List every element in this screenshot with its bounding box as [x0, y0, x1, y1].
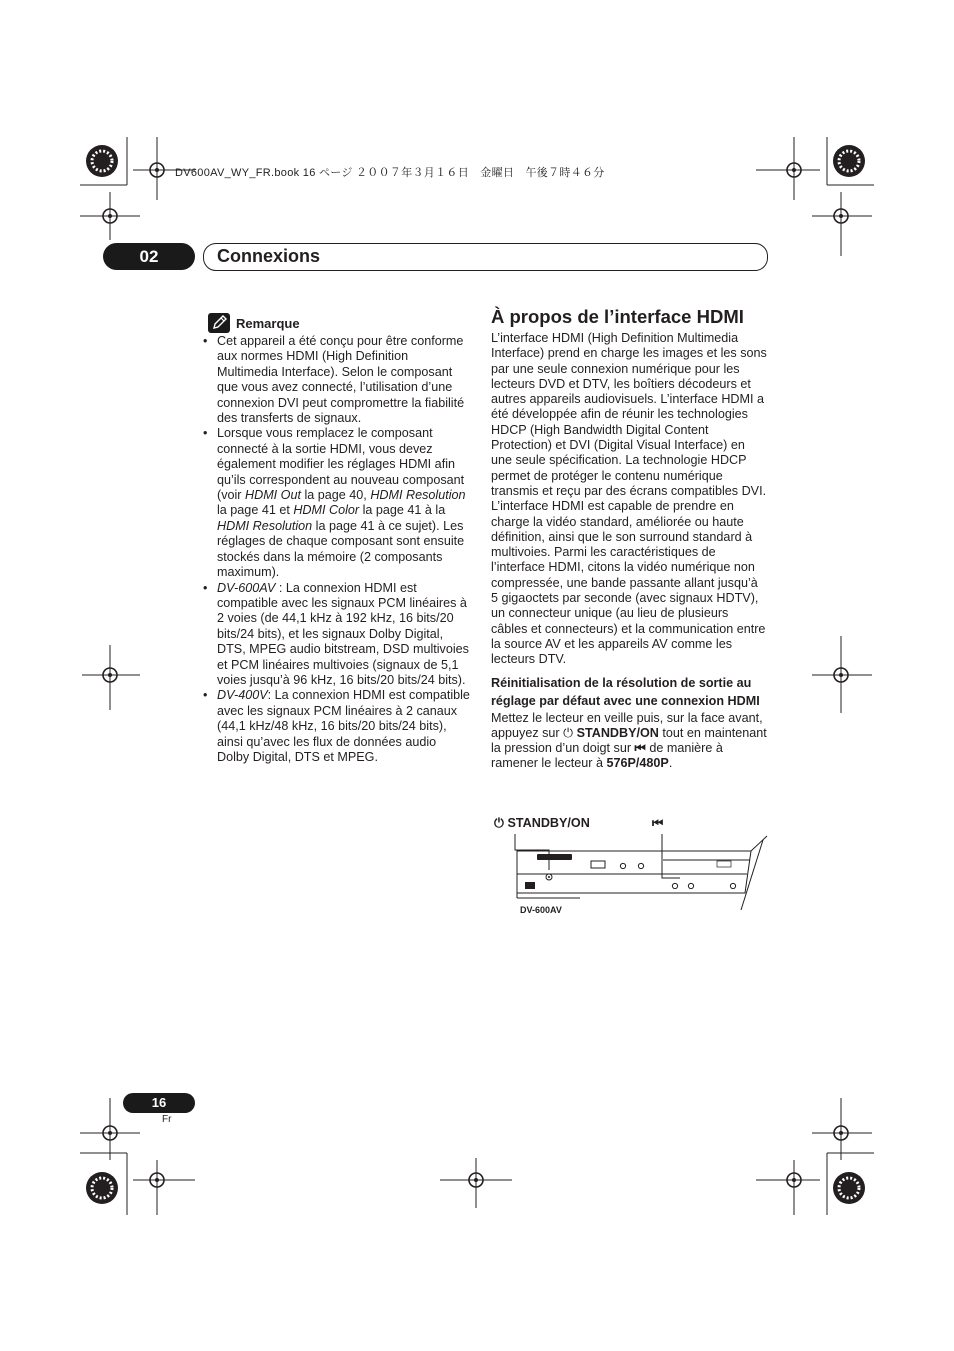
note-bullet-2-text: Lorsque vous remplacez le composant connecté à la sortie HDMI, vous devez également modifier les réglages HDMI afin qu’ils correspondent au nouveau composant (voir	[217, 426, 465, 503]
hdmi-section	[491, 304, 767, 772]
pencil-note-icon	[208, 313, 230, 333]
skip-previous-icon: ⏮	[652, 816, 664, 830]
figure-standby-text: STANDBY/ON	[507, 816, 590, 830]
chapter-title: Connexions	[217, 246, 321, 266]
skip-previous-icon: ⏮	[634, 741, 646, 756]
note-bullet-1-text: Cet appareil a été conçu pour être conforme aux normes HDMI (High Definition Multimedia Interface). Selon le composant que vous avez connecté, l’utilisation d’une connexion DVI peut compromettre la fiabilité des transferts de signaux.	[217, 334, 465, 426]
power-icon: ⏻	[563, 725, 574, 740]
ref-hdmi-resolution: HDMI Resolution	[217, 518, 313, 533]
note-bullet-2	[203, 426, 471, 580]
note-heading: Remarque	[236, 316, 300, 331]
ref-hdmi-out: HDMI Out	[245, 488, 301, 503]
page-language: Fr	[162, 1114, 172, 1125]
ref-hdmi-resolution: HDMI Resolution	[370, 488, 466, 503]
chapter-number-badge: 02	[103, 243, 195, 270]
ref-hdmi-color: HDMI Color	[293, 503, 360, 518]
note-bullet-4	[203, 688, 471, 765]
section-heading: À propos de l’interface HDMI	[491, 306, 744, 327]
figure-standby-label	[494, 816, 590, 831]
power-icon: ⏻	[494, 816, 504, 830]
note-bullet-3-text: : La connexion HDMI est compatible avec les signaux PCM linéaires à 2 voies (de 44,1 kHz à 192 kHz, 16 bits/20 bits/24 bits), et les signaux Dolby Digital, DTS, MPEG audio bitstream, DSD multivoies et PCM linéaires multivoies (signaux de 5,1 voies jusqu’à 96 kHz, 16 bits/20 bits/24 bits).	[217, 580, 469, 687]
file-info-header: DV600AV_WY_FR.book 16 ページ ２００７年３月１６日 金曜日 午後７時４６分	[175, 167, 605, 179]
hdmi-paragraph-2: L’interface HDMI est capable de prendre en charge la vidéo standard, améliorée ou haute définition, ainsi que le son surround standard à multivoies. Parmi les caractéristiques de l’interface HDMI, citons la vidéo numérique non compressée, une bande passante allant jusqu’à 5 gigaoctets par seconde (avec signaux HDTV), un connecteur unique (au lieu de plusieurs câbles et connecteurs) et la communication entre la source AV et les appareils AV comme les lecteurs DTV.	[491, 499, 766, 667]
reset-text: tout en maintenant la pression d’un doigt sur	[491, 725, 767, 756]
resolution-value: 576P/480P	[606, 756, 669, 771]
player-front-panel-illustration	[505, 830, 775, 915]
reset-text: .	[668, 756, 673, 771]
reset-text: Mettez le lecteur en veille puis, sur la face avant, appuyez sur	[491, 710, 763, 740]
reset-text: de manière à ramener le lecteur à	[491, 741, 723, 771]
hdmi-paragraph-1: L’interface HDMI (High Definition Multimedia Interface) prend en charge les images et les sons par une seule connexion numérique pour les lecteurs DVD et DTV, les boîtiers décodeurs et autres appareils audiovisuels. L’interface HDMI a été développée afin de réunir les technologies HDCP (High Bandwidth Digital Content Protection) et DVI (Digital Visual Interface) en une seule spécification. La technologie HDCP permet de protéger le contenu numérique transmis et reçu par des écrans compatibles DVI.	[491, 331, 767, 498]
page-number: 16	[123, 1093, 195, 1113]
figure-model-label: DV-600AV	[520, 905, 562, 915]
model-name: DV-400V	[217, 688, 268, 703]
note-bullet-4-text: : La connexion HDMI est compatible avec les signaux PCM linéaires à 2 canaux (44,1 kHz/48 kHz, 16 bits/20 bits/24 bits), ainsi qu’avec les flux de données audio Dolby Digital, DTS et MPEG.	[217, 688, 470, 764]
note-bullet-1	[203, 334, 471, 426]
note-bullet-2-text: la page 41 à ce sujet). Les réglages de chaque composant sont ensuite stockés dans la mémoire (2 composants maximum).	[217, 518, 465, 580]
note-bullet-2-text: la page 41 à la	[359, 503, 446, 518]
standby-label: STANDBY/ON	[576, 725, 659, 740]
reset-subheading: Réinitialisation de la résolution de sortie au réglage par défaut avec une connexion HDMI	[491, 675, 760, 708]
note-bullet-2-text: la page 40,	[300, 488, 371, 503]
note-bullet-3	[203, 581, 471, 689]
model-name: DV-600AV	[217, 580, 276, 595]
note-body	[203, 334, 471, 765]
note-bullet-2-text: la page 41 et	[217, 503, 294, 518]
reset-instructions	[491, 711, 767, 772]
